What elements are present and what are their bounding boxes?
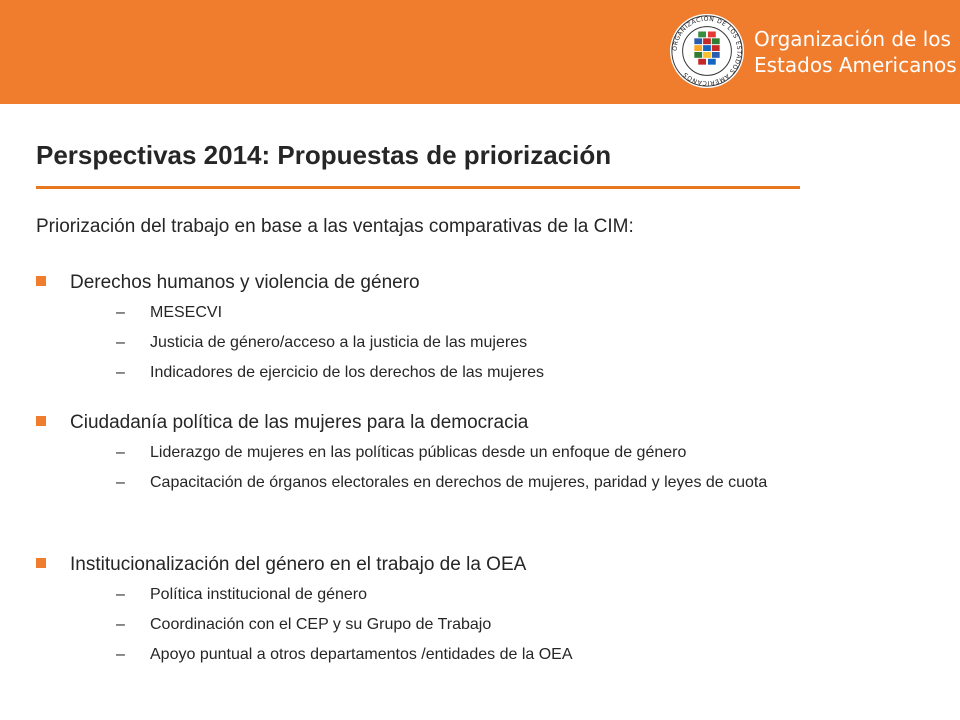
org-name-line2: Estados Americanos [754, 53, 957, 77]
square-bullet-icon [36, 416, 46, 426]
list-item [36, 438, 916, 468]
intro-text: Priorización del trabajo en base a las ventajas comparativas de la CIM: [36, 216, 634, 237]
list-item [36, 358, 916, 388]
square-bullet-icon [36, 276, 46, 286]
oas-seal-logo [668, 12, 746, 90]
section-heading [36, 550, 916, 580]
dash-marker: – [116, 304, 125, 321]
section-label: Institucionalización del género en el trabajo de la OEA [70, 554, 527, 575]
section-derechos-humanos [36, 268, 916, 388]
list-item [36, 640, 916, 670]
list-item-text: Coordinación con el CEP y su Grupo de Trabajo [150, 616, 492, 633]
list-item-text: Justicia de género/acceso a la justicia de las mujeres [150, 334, 528, 351]
list-item [36, 580, 916, 610]
list-item-text: Indicadores de ejercicio de los derechos de las mujeres [150, 364, 544, 381]
list-item-text: Capacitación de órganos electorales en derechos de mujeres, paridad y leyes de cuota [150, 474, 768, 491]
list-item [36, 610, 916, 640]
organization-name [754, 26, 957, 78]
dash-marker: – [116, 616, 125, 633]
seal-text: ORGANIZACIÓN DE LOS ESTADOS AMERICANOS [671, 15, 743, 87]
dash-marker: – [116, 444, 125, 461]
list-item-text: Liderazgo de mujeres en las políticas públicas desde un enfoque de género [150, 444, 687, 461]
list-item [36, 298, 916, 328]
square-bullet-icon [36, 558, 46, 568]
dash-marker: – [116, 364, 125, 381]
dash-marker: – [116, 474, 125, 491]
slide-title: Perspectivas 2014: Propuestas de priorización [36, 140, 612, 170]
list-item [36, 328, 916, 358]
section-heading [36, 268, 916, 298]
header-band [0, 0, 960, 104]
section-label: Derechos humanos y violencia de género [70, 272, 420, 293]
org-name-line1: Organización de los [754, 27, 951, 51]
title-underline [36, 186, 800, 189]
section-label: Ciudadanía política de las mujeres para la democracia [70, 412, 529, 433]
dash-marker: – [116, 646, 125, 663]
list-item [36, 468, 916, 498]
list-item-text: Apoyo puntual a otros departamentos /entidades de la OEA [150, 646, 573, 663]
dash-marker: – [116, 334, 125, 351]
section-institucionalizacion [36, 550, 916, 670]
section-heading [36, 408, 916, 438]
list-item-text: MESECVI [150, 304, 223, 321]
list-item-text: Política institucional de género [150, 586, 368, 603]
dash-marker: – [116, 586, 125, 603]
section-ciudadania-politica [36, 408, 916, 498]
